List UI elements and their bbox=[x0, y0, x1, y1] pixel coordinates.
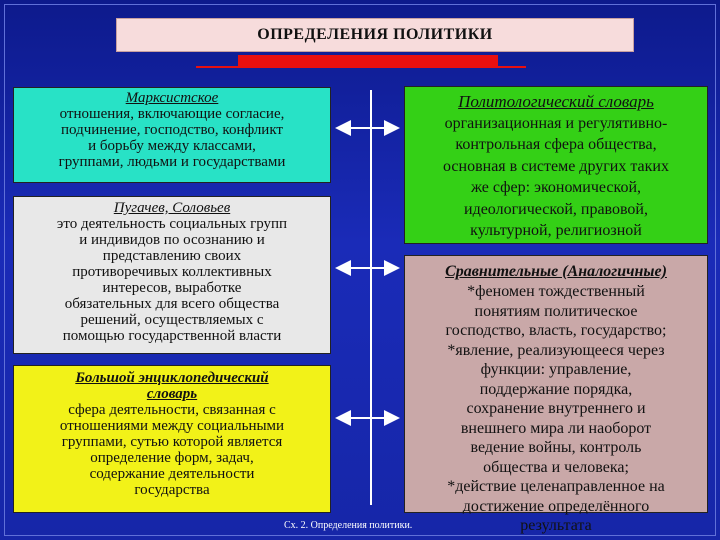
comparative-line: результата bbox=[520, 517, 592, 534]
pugachev-line: это деятельность социальных групп bbox=[56, 216, 288, 232]
pugachev-line: интересов, выработке bbox=[102, 280, 242, 296]
marxist-line: подчинение, господство, конфликт bbox=[61, 122, 283, 138]
encyclopedic-line: определение форм, задач, bbox=[90, 450, 254, 466]
marxist-heading: Марксистское bbox=[125, 90, 219, 106]
comparative-line: общества и человека; bbox=[483, 458, 629, 476]
comparative-line: функции: управление, bbox=[480, 361, 632, 378]
marxist-line: группами, людьми и государствами bbox=[58, 154, 286, 170]
pugachev-definition-box bbox=[13, 196, 331, 354]
comparative-line: господство, власть, государство; bbox=[445, 322, 667, 339]
comparative-line: ведение войны, контроль bbox=[470, 439, 642, 456]
marxist-line: и борьбу между классами, bbox=[88, 138, 256, 154]
encyclopedic-line: сфера деятельности, связанная с bbox=[68, 402, 276, 418]
figure-caption: Сх. 2. Определения политики. bbox=[284, 520, 413, 531]
politological-definition-box bbox=[404, 86, 708, 244]
encyclopedic-line: группами, сутью которой является bbox=[61, 434, 283, 450]
encyclopedic-definition-box bbox=[13, 365, 331, 513]
comparative-line: понятиям политическое bbox=[474, 302, 638, 320]
encyclopedic-line: отношениями между социальными bbox=[59, 418, 285, 434]
politological-line: же сфер: экономической, bbox=[470, 179, 642, 196]
marxist-line: отношения, включающие согласие, bbox=[59, 106, 285, 122]
pugachev-line: обязательных для всего общества bbox=[64, 296, 280, 312]
comparative-heading: Сравнительные (Аналогичные) bbox=[445, 263, 667, 280]
pugachev-line: решений, осуществляемых с bbox=[80, 312, 264, 328]
comparative-line: поддержание порядка, bbox=[479, 380, 633, 398]
comparative-line: *действие целенаправленное на bbox=[447, 478, 665, 495]
pugachev-heading: Пугачев, Соловьев bbox=[113, 200, 231, 216]
politological-heading: Политологический словарь bbox=[458, 92, 654, 111]
pugachev-line: противоречивых коллективных bbox=[72, 264, 272, 280]
politological-line: идеологической, правовой, bbox=[464, 200, 648, 218]
comparative-definition-box bbox=[404, 255, 708, 534]
comparative-line: сохранение внутреннего и bbox=[466, 400, 646, 417]
comparative-line: *феномен тождественный bbox=[467, 283, 645, 300]
politological-line: контрольная сфера общества, bbox=[455, 136, 657, 153]
politological-line: основная в системе других таких bbox=[443, 157, 669, 175]
encyclopedic-line: государства bbox=[134, 482, 210, 498]
comparative-line: внешнего мира ли наоборот bbox=[460, 419, 652, 437]
marxist-definition-box bbox=[13, 87, 331, 183]
encyclopedic-heading: Большой энциклопедический bbox=[75, 370, 269, 386]
pugachev-line: и индивидов по осознанию и bbox=[79, 232, 265, 248]
politological-line: организационная и регулятивно- bbox=[444, 114, 668, 132]
page-title: ОПРЕДЕЛЕНИЯ ПОЛИТИКИ bbox=[116, 18, 634, 52]
politological-line: культурной, религиозной bbox=[470, 222, 642, 239]
encyclopedic-line: содержание деятельности bbox=[89, 466, 255, 482]
comparative-line: *явление, реализующееся через bbox=[447, 341, 665, 359]
pugachev-line: помощью государственной власти bbox=[62, 328, 282, 344]
encyclopedic-heading: словарь bbox=[146, 386, 198, 402]
comparative-line: достижение определённого bbox=[462, 497, 650, 515]
pugachev-line: представлению своих bbox=[102, 248, 242, 264]
